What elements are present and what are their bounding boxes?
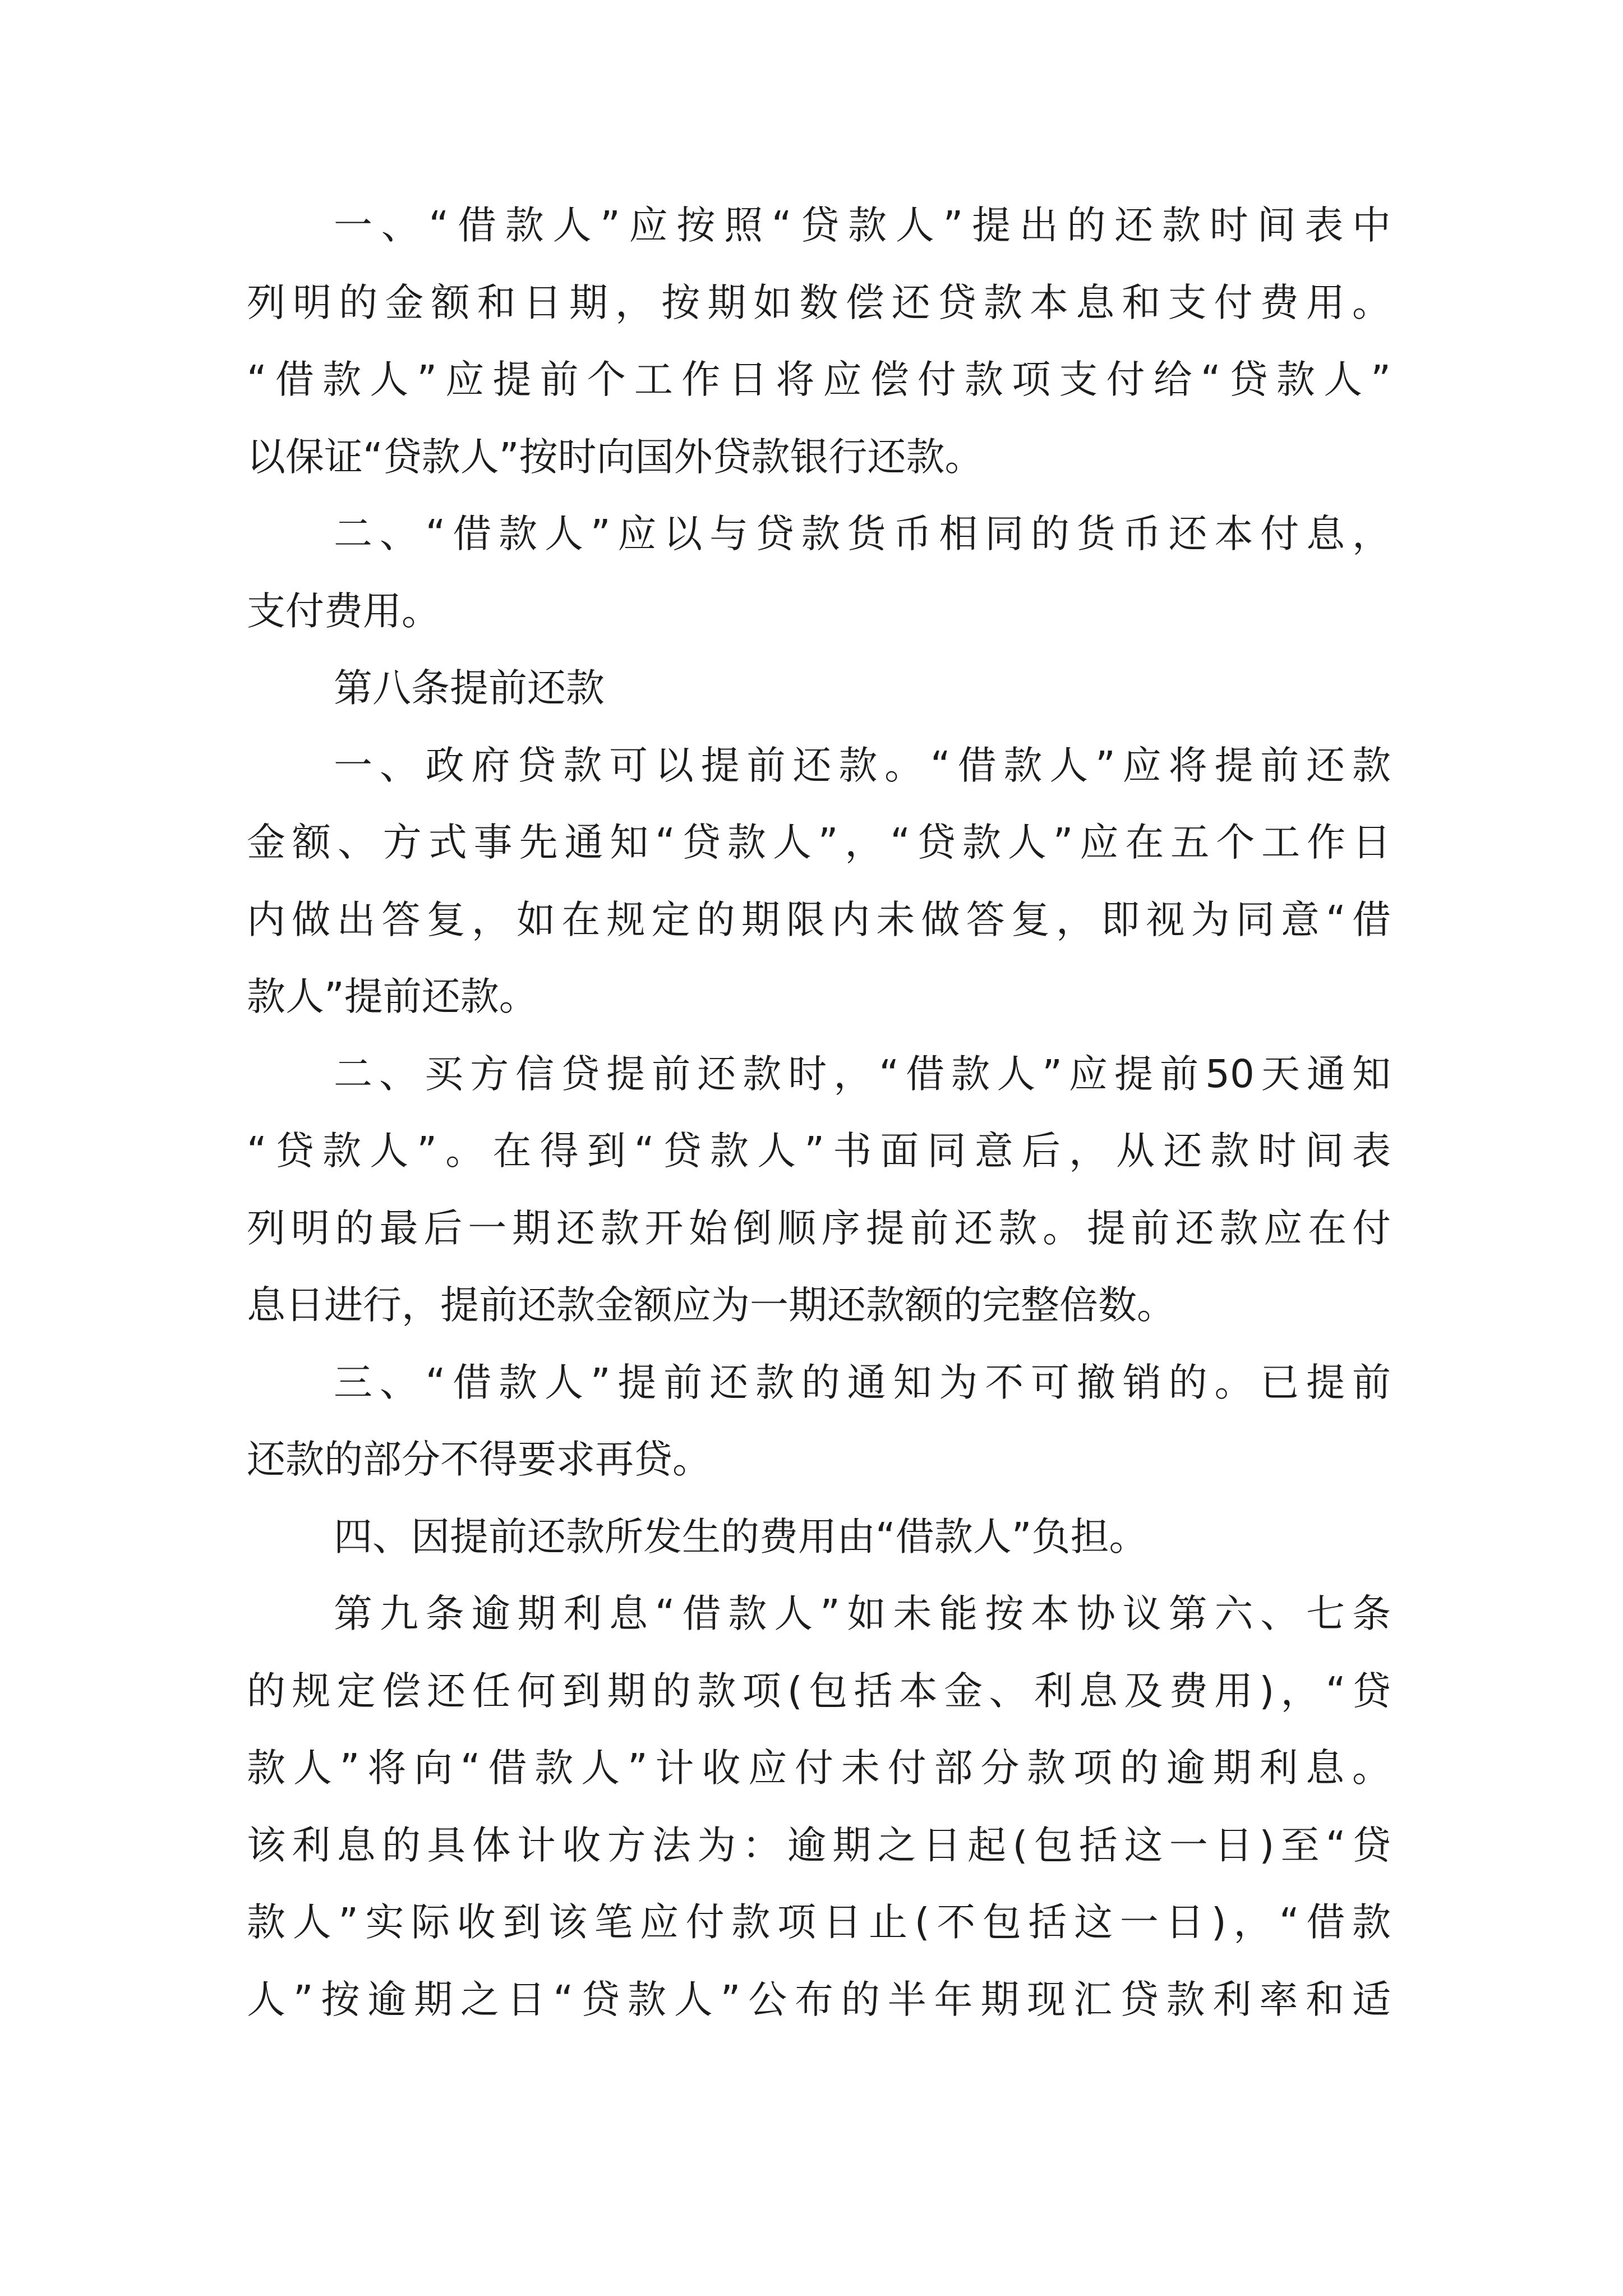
text-line: 还款的部分不得要求再贷。 <box>247 1437 711 1482</box>
text-line: 二、买方信贷提前还款时，“借款人”应提前50天通知 <box>334 1051 1391 1097</box>
text-line: 列明的金额和日期，按期如数偿还贷款本息和支付费用。 <box>247 280 1391 325</box>
text-line: 款人”将向“借款人”计收应付未付部分款项的逾期利息。 <box>247 1746 1391 1791</box>
text-line: 三、“借款人”提前还款的通知为不可撤销的。已提前 <box>334 1360 1391 1405</box>
text-line: “借款人”应提前个工作日将应偿付款项支付给“贷款人” <box>247 357 1391 402</box>
text-line: 一、政府贷款可以提前还款。“借款人”应将提前还款 <box>334 743 1391 788</box>
text-line: 的规定偿还任何到期的款项(包括本金、利息及费用)，“贷 <box>247 1668 1391 1714</box>
text-line: 内做出答复，如在规定的期限内未做答复，即视为同意“借 <box>247 897 1391 942</box>
text-line: “贷款人”。在得到“贷款人”书面同意后，从还款时间表 <box>247 1129 1391 1174</box>
text-line: 四、因提前还款所发生的费用由“借款人”负担。 <box>334 1514 1148 1559</box>
text-line: 一、“借款人”应按照“贷款人”提出的还款时间表中 <box>334 203 1391 248</box>
text-line: 第九条逾期利息“借款人”如未能按本协议第六、七条 <box>334 1591 1391 1636</box>
text-line: 支付费用。 <box>247 588 440 634</box>
text-line: 人”按逾期之日“贷款人”公布的半年期现汇贷款利率和适 <box>247 1977 1391 2022</box>
text-line: 款人”提前还款。 <box>247 974 538 1019</box>
document-body <box>247 203 1391 2058</box>
text-line: 二、“借款人”应以与贷款货币相同的货币还本付息， <box>334 512 1391 556</box>
text-line: 金额、方式事先通知“贷款人”，“贷款人”应在五个工作日 <box>247 820 1391 865</box>
text-line: 以保证“贷款人”按时向国外贷款银行还款。 <box>247 434 984 480</box>
text-line: 款人”实际收到该笔应付款项日止(不包括这一日)，“借款 <box>247 1900 1391 1945</box>
text-line: 息日进行，提前还款金额应为一期还款额的完整倍数。 <box>247 1283 1175 1328</box>
text-line: 该利息的具体计收方法为：逾期之日起(包括这一日)至“贷 <box>247 1823 1391 1868</box>
text-line: 列明的最后一期还款开始倒顺序提前还款。提前还款应在付 <box>247 1205 1391 1251</box>
text-line: 第八条提前还款 <box>334 666 605 711</box>
